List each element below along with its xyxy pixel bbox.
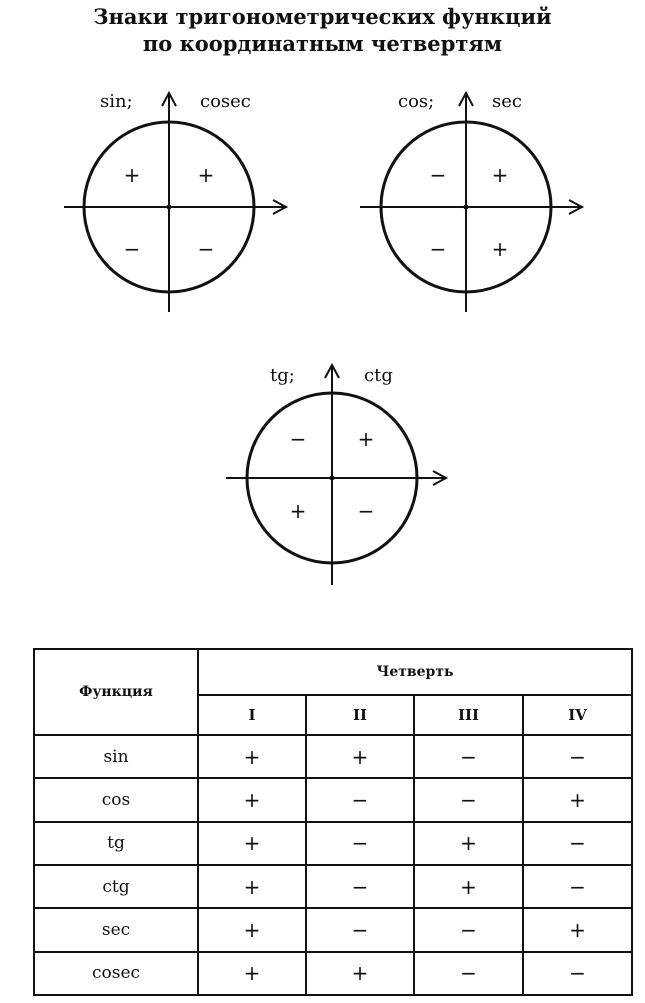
- table-row: [34, 952, 632, 995]
- quarter-header-II: II: [306, 695, 414, 735]
- diagram-left-label: sin;: [100, 91, 133, 112]
- sign-cell: +: [198, 822, 306, 865]
- quadrant-IV-sign: +: [491, 237, 509, 261]
- diagram-right-label: sec: [492, 91, 522, 112]
- sign-cell: −: [306, 778, 414, 821]
- function-name: ctg: [34, 865, 198, 908]
- quarter-group-header: Четверть: [198, 649, 632, 695]
- quadrant-I-sign: +: [197, 163, 215, 187]
- sign-cell: −: [414, 952, 523, 995]
- quarter-header-I: I: [198, 695, 306, 735]
- function-name: cosec: [34, 952, 198, 995]
- sign-cell: −: [414, 908, 523, 951]
- sign-cell: +: [414, 865, 523, 908]
- sign-cell: +: [306, 952, 414, 995]
- sign-cell: +: [523, 908, 632, 951]
- sign-cell: −: [306, 865, 414, 908]
- sign-cell: −: [414, 735, 523, 778]
- quadrant-I-sign: +: [357, 427, 375, 451]
- sign-cell: +: [198, 778, 306, 821]
- function-name: sec: [34, 908, 198, 951]
- origin-dot: [330, 476, 335, 481]
- sign-cell: +: [523, 778, 632, 821]
- quadrant-IV-sign: −: [197, 237, 215, 261]
- sign-cell: −: [523, 822, 632, 865]
- sign-cell: +: [414, 822, 523, 865]
- diagram-left-label: tg;: [270, 365, 295, 386]
- diagram-left-label: cos;: [398, 91, 435, 112]
- sign-cell: +: [198, 865, 306, 908]
- sign-cell: +: [198, 908, 306, 951]
- quadrant-I-sign: +: [491, 163, 509, 187]
- diagram-right-label: ctg: [364, 365, 393, 386]
- quadrant-IV-sign: −: [357, 499, 375, 523]
- sign-cell: +: [198, 735, 306, 778]
- quarter-header-IV: IV: [523, 695, 632, 735]
- function-name: sin: [34, 735, 198, 778]
- table-row: [34, 822, 632, 865]
- sign-cell: +: [198, 952, 306, 995]
- function-name: cos: [34, 778, 198, 821]
- sign-cell: −: [306, 822, 414, 865]
- quadrant-II-sign: −: [429, 163, 447, 187]
- quadrant-III-sign: −: [123, 237, 141, 261]
- table-row: [34, 908, 632, 951]
- quadrant-II-sign: −: [289, 427, 307, 451]
- quadrant-III-sign: −: [429, 237, 447, 261]
- quadrant-III-sign: +: [289, 499, 307, 523]
- table-row: [34, 735, 632, 778]
- quarter-header-III: III: [414, 695, 523, 735]
- table-row: [34, 778, 632, 821]
- sign-cell: −: [523, 952, 632, 995]
- sign-cell: −: [523, 865, 632, 908]
- function-name: tg: [34, 822, 198, 865]
- title-line-2: по координатным четвертям: [142, 31, 503, 56]
- table-row: [34, 865, 632, 908]
- sign-cell: −: [414, 778, 523, 821]
- quadrant-II-sign: +: [123, 163, 141, 187]
- sign-cell: −: [306, 908, 414, 951]
- sign-cell: +: [306, 735, 414, 778]
- signs-table: [33, 648, 633, 996]
- function-column-header: Функция: [34, 649, 198, 735]
- diagram-right-label: cosec: [200, 91, 251, 112]
- title-line-1: Знаки тригонометрических функций: [93, 4, 552, 29]
- sign-cell: −: [523, 735, 632, 778]
